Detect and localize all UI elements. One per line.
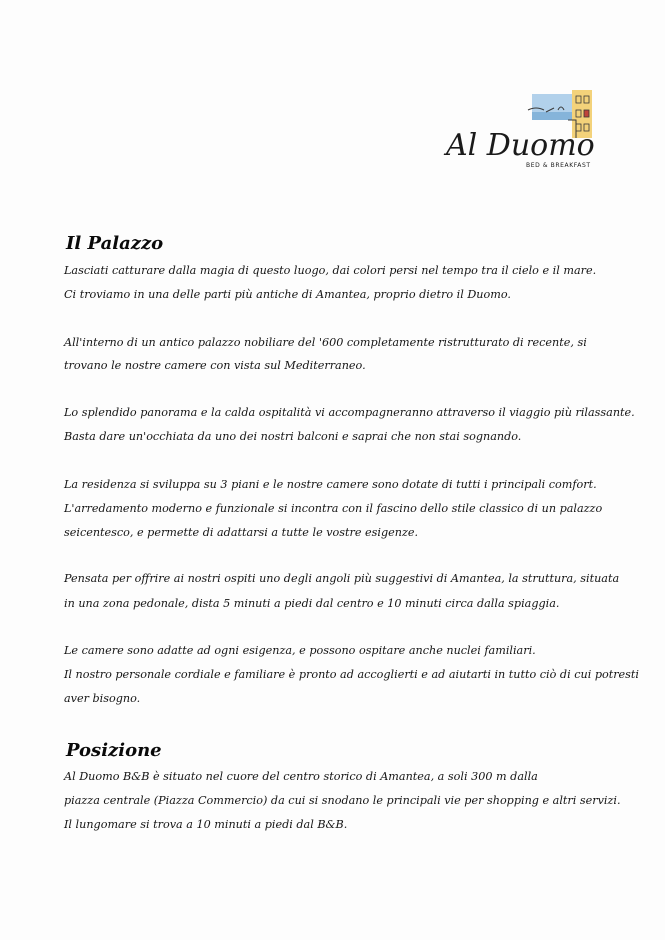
paragraph-line: Il lungomare si trova a 10 minuti a piedi dal B&B. — [64, 818, 348, 831]
paragraph-line: Basta dare un'occhiata da uno dei nostri balconi e saprai che non stai sognando. — [64, 430, 522, 443]
section-heading-palazzo: Il Palazzo — [66, 233, 164, 254]
logo-subtitle: BED & BREAKFAST — [526, 162, 591, 169]
paragraph-line: piazza centrale (Piazza Commercio) da cui si snodano le principali vie per shopping e altri servizi. — [64, 794, 621, 807]
paragraph-line: Al Duomo B&B è situato nel cuore del centro storico di Amantea, a soli 300 m dalla — [64, 770, 538, 783]
logo — [440, 88, 600, 180]
logo-name: Al Duomo — [446, 128, 595, 163]
paragraph-line: All'interno di un antico palazzo nobiliare del '600 completamente ristrutturato di recente, si — [64, 336, 587, 349]
paragraph-line: in una zona pedonale, dista 5 minuti a piedi dal centro e 10 minuti circa dalla spiaggia. — [64, 597, 560, 610]
paragraph-line: Le camere sono adatte ad ogni esigenza, e possono ospitare anche nuclei familiari. — [64, 644, 536, 657]
paragraph-line: L'arredamento moderno e funzionale si incontra con il fascino dello stile classico di un palazzo — [64, 502, 603, 515]
paragraph-line: trovano le nostre camere con vista sul Mediterraneo. — [64, 359, 366, 372]
paragraph-line: seicentesco, e permette di adattarsi a tutte le vostre esigenze. — [64, 526, 419, 539]
paragraph-line: Lasciati catturare dalla magia di questo luogo, dai colori persi nel tempo tra il cielo e il mare. — [64, 264, 597, 277]
paragraph-line: aver bisogno. — [64, 692, 141, 705]
section-heading-posizione: Posizione — [66, 740, 162, 761]
paragraph-line: Ci troviamo in una delle parti più antiche di Amantea, proprio dietro il Duomo. — [64, 288, 511, 301]
paragraph-line: Pensata per offrire ai nostri ospiti uno degli angoli più suggestivi di Amantea, la struttura, situata — [64, 572, 620, 585]
paragraph-line: Il nostro personale cordiale e familiare è pronto ad accoglierti e ad aiutarti in tutto ciò di cui potresti — [64, 668, 639, 681]
paragraph-line: La residenza si sviluppa su 3 piani e le nostre camere sono dotate di tutti i principali comfort. — [64, 478, 597, 491]
paragraph-line: Lo splendido panorama e la calda ospitalità vi accompagneranno attraverso il viaggio più rilassante. — [64, 406, 635, 419]
